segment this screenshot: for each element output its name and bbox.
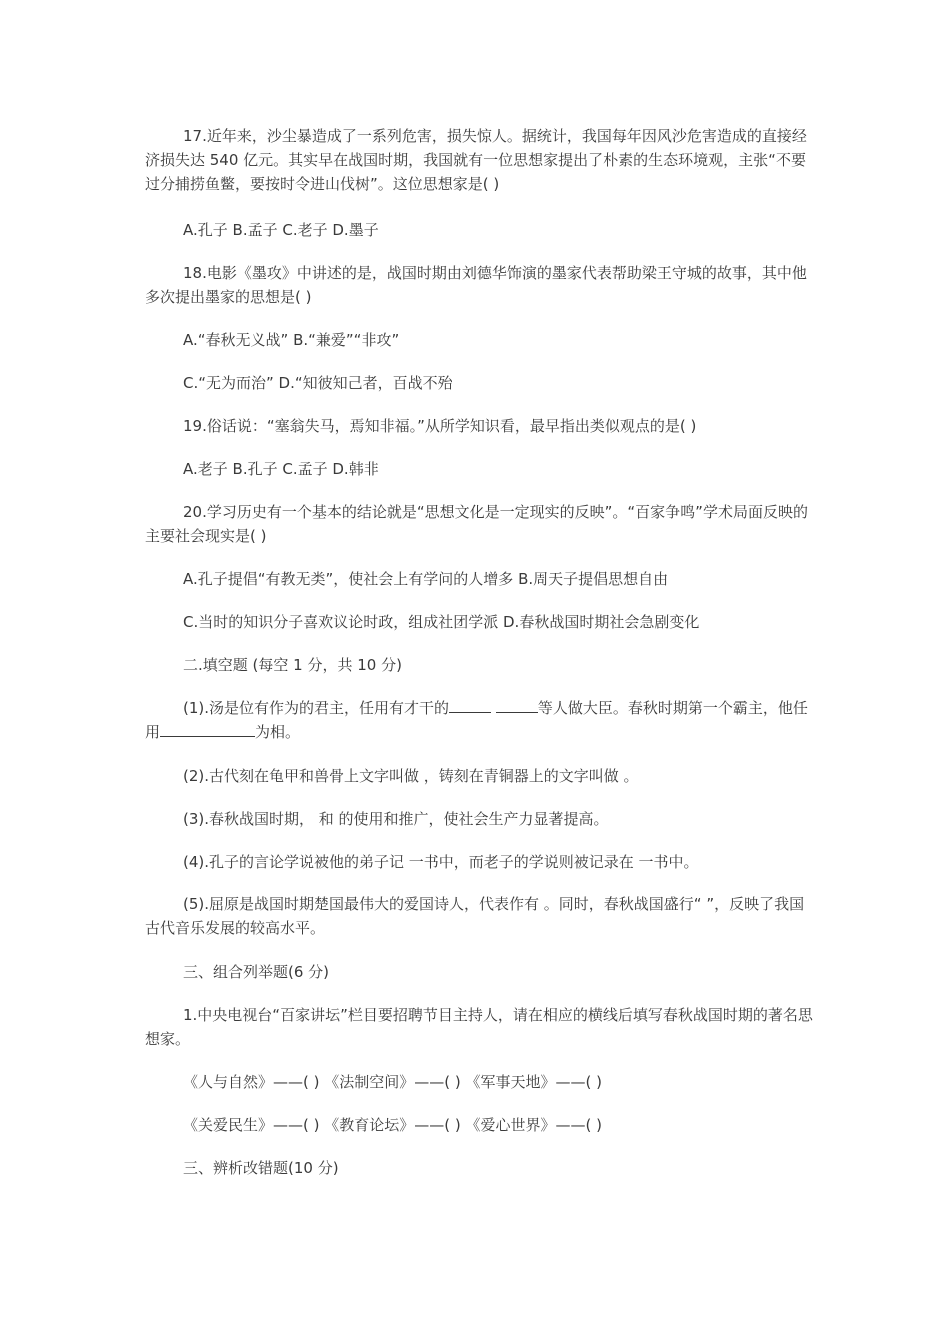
section-fill-in-title: 二.填空题 (每空 1 分，共 10 分)	[183, 656, 402, 674]
fill-in-item-3: (3).春秋战国时期， 和 的使用和推广，使社会生产力显著提高。	[183, 810, 609, 828]
combination-row-1: 《人与自然》——( ) 《法制空间》——( ) 《军事天地》——( )	[183, 1073, 602, 1091]
fill-in-item-1-part-a: (1).汤是位有作为的君主，任用有才干的	[183, 699, 450, 717]
question-19: 19.俗话说：“塞翁失马，焉知非福。”从所学知识看，最早指出类似观点的是( )	[183, 417, 697, 435]
answer-blank[interactable]	[496, 696, 538, 713]
question-19-options: A.老子 B.孔子 C.孟子 D.韩非	[183, 460, 379, 478]
question-18-options-2: C.“无为而治” D.“知彼知己者，百战不殆	[183, 374, 453, 392]
fill-in-item-2: (2).古代刻在龟甲和兽骨上文字叫做 ，铸刻在青铜器上的文字叫做 。	[183, 767, 639, 785]
combination-item-1: 1.中央电视台“百家讲坛”栏目要招聘节目主持人，请在相应的横线后填写春秋战国时期的著名思想家。	[145, 1006, 813, 1048]
question-17-options: A.孔子 B.孟子 C.老子 D.墨子	[183, 221, 379, 239]
answer-blank[interactable]	[449, 696, 491, 713]
answer-blank[interactable]	[160, 720, 255, 737]
combination-row-2: 《关爱民生》——( ) 《教育论坛》——( ) 《爱心世界》——( )	[183, 1116, 602, 1134]
fill-in-item-4: (4).孔子的言论学说被他的弟子记 一书中，而老子的学说则被记录在 一书中。	[183, 853, 699, 871]
section-correction-title: 三、辨析改错题(10 分)	[183, 1159, 339, 1177]
fill-in-item-1	[145, 696, 815, 744]
question-17: 17.近年来，沙尘暴造成了一系列危害，损失惊人。据统计，我国每年因风沙危害造成的直接经济损失达 540 亿元。其实早在战国时期，我国就有一位思想家提出了朴素的生态环境观，主张“不要过分捕捞鱼鳖，要按时令进山伐树”。这位思想家是( )	[145, 127, 807, 193]
question-18-options-1: A.“春秋无义战” B.“兼爱”“非攻”	[183, 331, 400, 349]
question-20-options-1: A.孔子提倡“有教无类”，使社会上有学问的人增多 B.周天子提倡思想自由	[183, 570, 669, 588]
question-18: 18.电影《墨攻》中讲述的是，战国时期由刘德华饰演的墨家代表帮助梁王守城的故事，其中他多次提出墨家的思想是( )	[145, 264, 807, 306]
question-20-options-2: C.当时的知识分子喜欢议论时政，组成社团学派 D.春秋战国时期社会急剧变化	[183, 613, 700, 631]
section-combination-title: 三、组合列举题(6 分)	[183, 963, 330, 981]
fill-in-item-1-part-b: 等人做大臣。春秋时期第一个霸主，他任用	[145, 699, 808, 741]
question-20: 20.学习历史有一个基本的结论就是“思想文化是一定现实的反映”。“百家争鸣”学术局面反映的主要社会现实是( )	[145, 503, 808, 545]
fill-in-item-5: (5).屈原是战国时期楚国最伟大的爱国诗人，代表作有 。同时，春秋战国盛行“ ”，反映了我国古代音乐发展的较高水平。	[145, 895, 805, 937]
fill-in-item-1-part-c: 为相。	[255, 723, 301, 741]
